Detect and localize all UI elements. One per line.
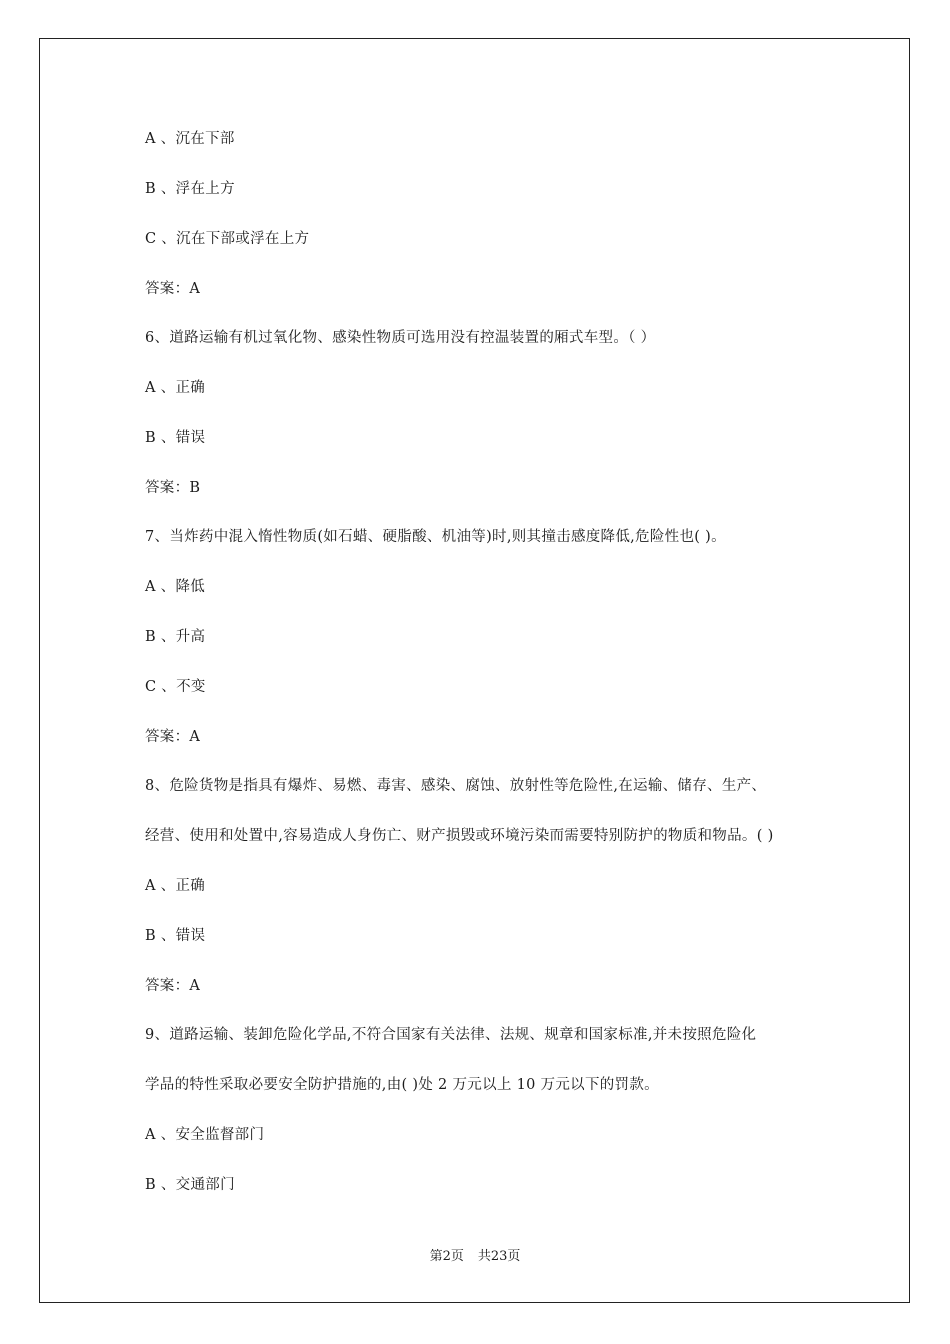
question-line: 9、道路运输、装卸危险化学品,不符合国家有关法律、法规、规章和国家标准,并未按照危险化	[145, 1027, 757, 1043]
option-line: B 、错误	[145, 928, 206, 944]
page-footer	[0, 1249, 950, 1265]
question-line-continued: 学品的特性采取必要安全防护措施的,由( )处 2 万元以上 10 万元以下的罚款。	[145, 1077, 659, 1093]
option-line: C 、沉在下部或浮在上方	[145, 231, 310, 247]
option-line: B 、错误	[145, 430, 206, 446]
option-line: B 、浮在上方	[145, 181, 235, 197]
option-line: C 、不变	[145, 679, 206, 695]
option-line: A 、正确	[145, 380, 206, 396]
answer-line: 答案：A	[145, 281, 201, 297]
option-line: A 、正确	[145, 878, 206, 894]
option-line: A 、降低	[145, 579, 206, 595]
option-line: B 、交通部门	[145, 1177, 235, 1193]
answer-line: 答案：B	[145, 480, 201, 496]
page-total: 共23页	[477, 1249, 521, 1264]
question-line: 6、道路运输有机过氧化物、感染性物质可选用没有控温装置的厢式车型。（ ）	[145, 330, 656, 346]
question-line: 7、当炸药中混入惰性物质(如石蜡、硬脂酸、机油等)时,则其撞击感度降低,危险性也( )。	[145, 529, 726, 545]
answer-line: 答案：A	[145, 729, 201, 745]
question-line-continued: 经营、使用和处置中,容易造成人身伤亡、财产损毁或环境污染而需要特别防护的物质和物品。( )	[145, 828, 774, 844]
option-line: A 、沉在下部	[145, 131, 235, 147]
page-border	[39, 38, 910, 1303]
page-number: 第2页	[429, 1249, 464, 1264]
option-line: A 、安全监督部门	[145, 1127, 265, 1143]
option-line: B 、升高	[145, 629, 206, 645]
answer-line: 答案：A	[145, 978, 201, 994]
question-line: 8、危险货物是指具有爆炸、易燃、毒害、感染、腐蚀、放射性等危险性,在运输、储存、生产、	[145, 778, 767, 794]
